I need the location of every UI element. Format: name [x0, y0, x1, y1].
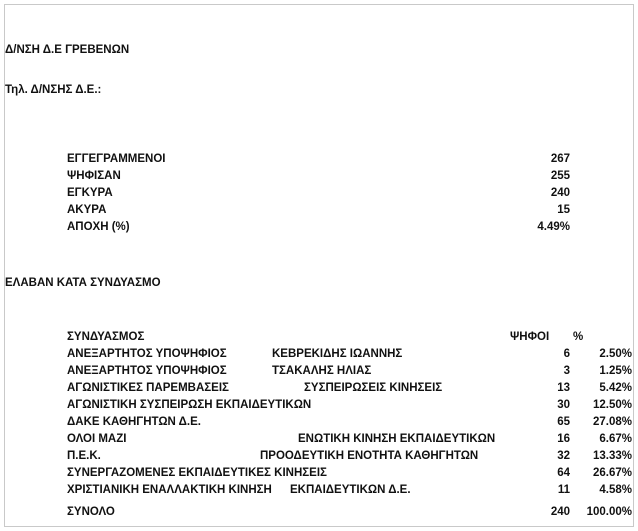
- phone-label: Τηλ. Δ/ΝΣΗΣ Δ.Ε.:: [5, 84, 102, 96]
- directorate-title: Δ/ΝΣΗ Δ.Ε ΓΡΕΒΕΝΩΝ: [5, 44, 130, 56]
- row-percent: 27.08%: [592, 416, 632, 428]
- total-label: ΣΥΝΟΛΟ: [67, 506, 115, 518]
- row-combination-sub: ΠΡΟΟΔΕΥΤΙΚΗ ΕΝΟΤΗΤΑ ΚΑΘΗΓΗΤΩΝ: [260, 450, 479, 462]
- row-combination-name: Π.Ε.Κ.: [67, 450, 101, 462]
- row-combination-sub: ΤΣΑΚΑΛΗΣ ΗΛΙΑΣ: [272, 365, 372, 377]
- row-percent: 12.50%: [592, 399, 632, 411]
- row-votes: 16: [557, 433, 570, 445]
- row-votes: 32: [557, 450, 570, 462]
- stat-value-registered: 267: [550, 153, 570, 165]
- row-votes: 13: [557, 382, 570, 394]
- row-combination-name: ΟΛΟΙ ΜΑΖΙ: [67, 433, 127, 445]
- row-combination-name: ΑΝΕΞΑΡΤΗΤΟΣ ΥΠΟΨΗΦΙΟΣ: [67, 348, 227, 360]
- total-votes: 240: [550, 506, 570, 518]
- row-combination-name: ΣΥΝΕΡΓΑΖΟΜΕΝΕΣ ΕΚΠΑΙΔΕΥΤΙΚΕΣ ΚΙΝΗΣΕΙΣ: [67, 467, 327, 479]
- row-percent: 6.67%: [599, 433, 632, 445]
- stat-value-invalid: 15: [557, 204, 570, 216]
- column-header-percent: %: [573, 331, 584, 343]
- column-header-combination: ΣΥΝΔΥΑΣΜΟΣ: [67, 331, 145, 343]
- total-percent: 100.00%: [586, 506, 632, 518]
- stat-value-abstention: 4.49%: [537, 221, 570, 233]
- row-votes: 65: [557, 416, 570, 428]
- stat-label-abstention: ΑΠΟΧΗ (%): [67, 221, 130, 233]
- document-frame: [4, 4, 634, 527]
- column-header-votes: ΨΗΦΟΙ: [510, 331, 550, 343]
- row-combination-sub: ΕΚΠΑΙΔΕΥΤΙΚΩΝ Δ.Ε.: [290, 484, 411, 496]
- row-combination-name: ΧΡΙΣΤΙΑΝΙΚΗ ΕΝΑΛΛΑΚΤΙΚΗ ΚΙΝΗΣΗ: [67, 484, 272, 496]
- stat-value-valid: 240: [550, 187, 570, 199]
- row-combination-name: ΔΑΚΕ ΚΑΘΗΓΗΤΩΝ Δ.Ε.: [67, 416, 201, 428]
- row-percent: 5.42%: [599, 382, 632, 394]
- row-combination-name: ΑΓΩΝΙΣΤΙΚΗ ΣΥΣΠΕΙΡΩΣΗ ΕΚΠΑΙΔΕΥΤΙΚΩΝ: [67, 399, 312, 411]
- stat-label-registered: ΕΓΓΕΓΡΑΜΜΕΝΟΙ: [67, 153, 166, 165]
- results-heading: ΕΛΑΒΑΝ ΚΑΤΑ ΣΥΝΔΥΑΣΜΟ: [5, 277, 161, 289]
- row-votes: 30: [557, 399, 570, 411]
- stat-label-valid: ΕΓΚΥΡΑ: [67, 187, 113, 199]
- row-percent: 4.58%: [599, 484, 632, 496]
- row-percent: 26.67%: [592, 467, 632, 479]
- row-combination-name: ΑΝΕΞΑΡΤΗΤΟΣ ΥΠΟΨΗΦΙΟΣ: [67, 365, 227, 377]
- row-percent: 1.25%: [599, 365, 632, 377]
- row-combination-sub: ΕΝΩΤΙΚΗ ΚΙΝΗΣΗ ΕΚΠΑΙΔΕΥΤΙΚΩΝ: [298, 433, 496, 445]
- row-percent: 13.33%: [592, 450, 632, 462]
- stat-label-invalid: ΑΚΥΡΑ: [67, 204, 107, 216]
- row-combination-sub: ΚΕΒΡΕΚΙΔΗΣ ΙΩΑΝΝΗΣ: [272, 348, 403, 360]
- row-votes: 6: [563, 348, 570, 360]
- row-combination-sub: ΣΥΣΠΕΙΡΩΣΕΙΣ ΚΙΝΗΣΕΙΣ: [304, 382, 443, 394]
- row-votes: 11: [557, 484, 570, 496]
- stat-label-voted: ΨΗΦΙΣΑΝ: [67, 170, 121, 182]
- row-percent: 2.50%: [599, 348, 632, 360]
- row-votes: 64: [557, 467, 570, 479]
- stat-value-voted: 255: [550, 170, 570, 182]
- row-combination-name: ΑΓΩΝΙΣΤΙΚΕΣ ΠΑΡΕΜΒΑΣΕΙΣ: [67, 382, 229, 394]
- row-votes: 3: [563, 365, 570, 377]
